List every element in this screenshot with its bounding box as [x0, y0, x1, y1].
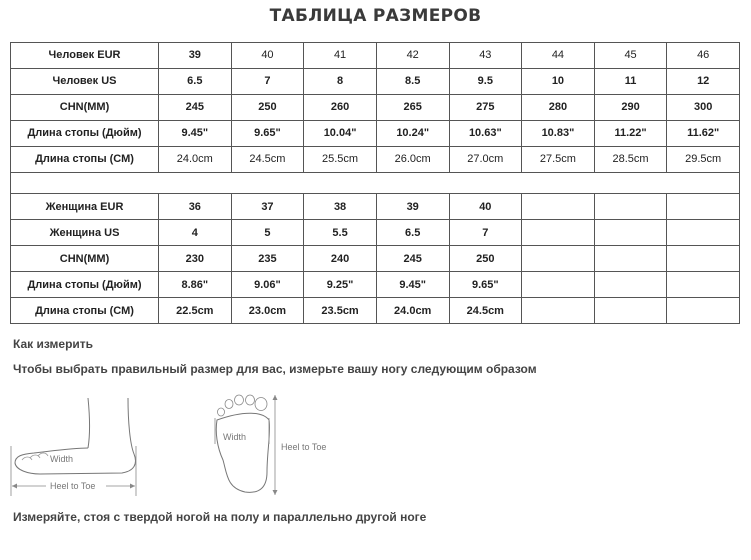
- size-cell: 36: [159, 194, 232, 220]
- row-label: Длина стопы (Дюйм): [11, 272, 159, 298]
- row-label: Длина стопы (СМ): [11, 298, 159, 324]
- how-to-measure-heading: Как измерить: [13, 337, 94, 351]
- size-cell: 23.0cm: [231, 298, 304, 324]
- men-size-row: [11, 120, 740, 146]
- size-cell: 29.5cm: [667, 146, 740, 172]
- size-cell: 43: [449, 43, 522, 69]
- size-cell: 10.04": [304, 120, 377, 146]
- size-cell: 8.86": [159, 272, 232, 298]
- size-cell: 9.65": [449, 272, 522, 298]
- side-width-label: Width: [50, 454, 74, 464]
- size-cell: 9.65": [231, 120, 304, 146]
- size-cell: 240: [304, 246, 377, 272]
- top-length-label: Heel to Toe: [281, 442, 327, 452]
- size-cell: 37: [231, 194, 304, 220]
- size-cell: 10.24": [376, 120, 449, 146]
- table-spacer: [11, 172, 740, 194]
- size-cell: 265: [376, 94, 449, 120]
- size-cell: 5: [231, 220, 304, 246]
- women-size-row: [11, 298, 740, 324]
- size-cell: 26.0cm: [376, 146, 449, 172]
- size-cell: [594, 298, 667, 324]
- size-cell: 27.5cm: [522, 146, 595, 172]
- size-cell: 39: [376, 194, 449, 220]
- size-cell: 245: [159, 94, 232, 120]
- size-cell: 42: [376, 43, 449, 69]
- women-size-row: [11, 194, 740, 220]
- size-cell: 300: [667, 94, 740, 120]
- top-width-label: Width: [223, 432, 247, 442]
- row-label: Длина стопы (Дюйм): [11, 120, 159, 146]
- size-cell: 280: [522, 94, 595, 120]
- size-cell: 11.62": [667, 120, 740, 146]
- size-cell: 10.63": [449, 120, 522, 146]
- size-cell: [522, 298, 595, 324]
- size-cell: 4: [159, 220, 232, 246]
- size-cell: [667, 246, 740, 272]
- size-cell: 235: [231, 246, 304, 272]
- size-cell: 7: [449, 220, 522, 246]
- size-cell: [522, 220, 595, 246]
- size-cell: [594, 246, 667, 272]
- size-cell: 10: [522, 68, 595, 94]
- size-cell: [522, 246, 595, 272]
- men-size-row: [11, 68, 740, 94]
- size-cell: 24.0cm: [376, 298, 449, 324]
- size-cell: 260: [304, 94, 377, 120]
- size-cell: 40: [231, 43, 304, 69]
- row-label: CHN(MM): [11, 94, 159, 120]
- size-cell: 25.5cm: [304, 146, 377, 172]
- size-cell: 8.5: [376, 68, 449, 94]
- row-label: Женщина US: [11, 220, 159, 246]
- size-cell: 24.5cm: [449, 298, 522, 324]
- size-cell: 245: [376, 246, 449, 272]
- size-cell: 45: [594, 43, 667, 69]
- size-cell: 6.5: [376, 220, 449, 246]
- size-cell: [667, 272, 740, 298]
- row-label: Длина стопы (СМ): [11, 146, 159, 172]
- measurement-note: Измеряйте, стоя с твердой ногой на полу и параллельно другой ноге: [13, 510, 427, 524]
- row-label: CHN(MM): [11, 246, 159, 272]
- size-cell: 24.5cm: [231, 146, 304, 172]
- women-size-row: [11, 246, 740, 272]
- size-cell: [594, 272, 667, 298]
- foot-top-view-illustration: [205, 392, 345, 500]
- women-size-rows: [11, 194, 740, 324]
- men-size-row: [11, 94, 740, 120]
- size-cell: 9.45": [376, 272, 449, 298]
- size-cell: [522, 272, 595, 298]
- size-cell: 290: [594, 94, 667, 120]
- size-cell: 9.25": [304, 272, 377, 298]
- size-cell: 39: [159, 43, 232, 69]
- size-cell: [594, 194, 667, 220]
- size-cell: 44: [522, 43, 595, 69]
- size-cell: 6.5: [159, 68, 232, 94]
- size-cell: 10.83": [522, 120, 595, 146]
- men-size-row: [11, 146, 740, 172]
- size-cell: 9.5: [449, 68, 522, 94]
- row-label: Человек EUR: [11, 43, 159, 69]
- side-length-label: Heel to Toe: [50, 481, 96, 491]
- size-cell: [522, 194, 595, 220]
- size-cell: 24.0cm: [159, 146, 232, 172]
- size-cell: 9.06": [231, 272, 304, 298]
- size-cell: 7: [231, 68, 304, 94]
- size-cell: 250: [449, 246, 522, 272]
- size-cell: 9.45": [159, 120, 232, 146]
- page-title: ТАБЛИЦА РАЗМЕРОВ: [269, 6, 482, 26]
- size-cell: 11: [594, 68, 667, 94]
- row-label: Человек US: [11, 68, 159, 94]
- size-cell: 275: [449, 94, 522, 120]
- size-cell: [594, 220, 667, 246]
- size-cell: 11.22": [594, 120, 667, 146]
- size-cell: 46: [667, 43, 740, 69]
- size-cell: 250: [231, 94, 304, 120]
- size-cell: 12: [667, 68, 740, 94]
- women-size-row: [11, 272, 740, 298]
- size-cell: [667, 220, 740, 246]
- size-cell: 38: [304, 194, 377, 220]
- size-cell: 230: [159, 246, 232, 272]
- size-cell: 41: [304, 43, 377, 69]
- size-cell: 8: [304, 68, 377, 94]
- size-cell: [667, 298, 740, 324]
- men-size-rows: [11, 43, 740, 173]
- how-to-measure-instruction: Чтобы выбрать правильный размер для вас, измерьте вашу ногу следующим образом: [13, 362, 537, 376]
- men-size-row: [11, 43, 740, 69]
- size-cell: 40: [449, 194, 522, 220]
- spacer-cell: [11, 172, 740, 194]
- size-cell: 23.5cm: [304, 298, 377, 324]
- row-label: Женщина EUR: [11, 194, 159, 220]
- women-size-row: [11, 220, 740, 246]
- size-cell: 28.5cm: [594, 146, 667, 172]
- size-cell: 27.0cm: [449, 146, 522, 172]
- size-cell: 5.5: [304, 220, 377, 246]
- size-cell: 22.5cm: [159, 298, 232, 324]
- size-cell: [667, 194, 740, 220]
- foot-side-view-illustration: [10, 396, 160, 500]
- size-chart-table: [10, 42, 740, 324]
